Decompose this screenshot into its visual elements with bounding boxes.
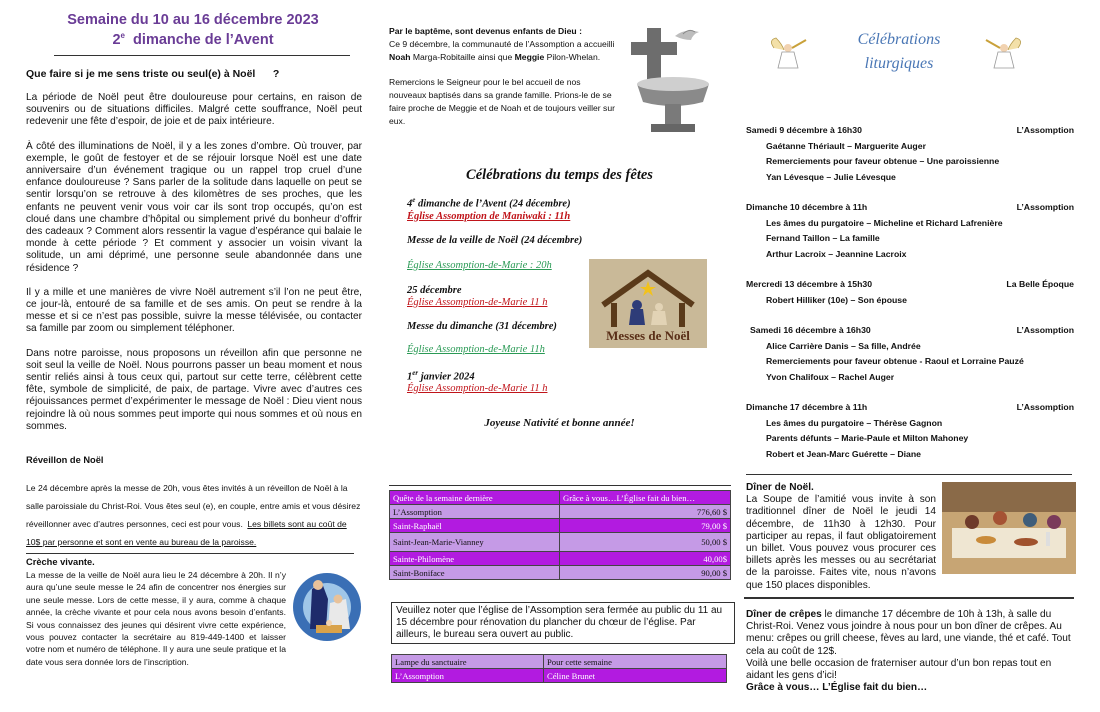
quete-amount: 776,60 $ bbox=[560, 505, 731, 519]
article-paragraph: À côté des illuminations de Noël, il y a les zones d’ombre. Où trouver, par exemple, le goût de festoyer et de se réjouir lorsque Noël est une date anniversaire d’un événement tragique ou un rappel trop cruel d’une enfance douloureuse ? Sans parler de la solitude dans laquelle on peut se sentir lorsqu’on se retrouve à des kilomètres de ses proches, que les enfants ne peuvent venir vous voir car ils sont trop occupés, qu’on est cloué dans une chambre d’hôpital ou simplement privé du bonheur d’offrir des cadeaux ? Comment alors ressentir la vague d’espérance qui balaie le monde à cette période ? Et comment y associer un voisin vivant la solitude, un ami déprimé, une personne seule abandonnée dans une résidence ? bbox=[26, 140, 362, 274]
bapteme-text: Ce 9 décembre, la communauté de l’Assomption a accueilli Noah Marga-Robitaille ainsi que Meggie Pilon-Whelan. bbox=[389, 39, 615, 62]
table-row bbox=[390, 552, 731, 566]
lampe-header: Pour cette semaine bbox=[544, 655, 727, 669]
bapteme-prayer: Remercions le Seigneur pour le bel accueil de nos nouveaux baptisés dans sa grande famille. Prions-le de se faire proche de Meggie et de Noah et de toujours veiller sur eux. bbox=[389, 77, 615, 126]
intention: Yvon Chalifoux – Rachel Auger bbox=[766, 371, 895, 382]
table-row bbox=[390, 533, 731, 552]
angel-icon bbox=[982, 34, 1026, 74]
lampe-header-row bbox=[392, 655, 727, 669]
intention: Les âmes du purgatoire – Micheline et Richard Lafrenière bbox=[766, 217, 1003, 228]
liturgie-block bbox=[746, 200, 1074, 262]
divider bbox=[389, 485, 731, 486]
divider bbox=[26, 553, 354, 554]
christmas-dinner-image bbox=[942, 482, 1076, 574]
liturgie-date-row: Samedi 16 décembre à 16h30 L’Assomption bbox=[750, 325, 1074, 335]
liturgie-date-row: Samedi 9 décembre à 16h30 L’Assomption bbox=[746, 125, 1074, 135]
fetes-event-place: Église Assomption-de-Marie : 20h bbox=[407, 259, 552, 271]
divider bbox=[746, 474, 1072, 475]
quete-amount: 40,00$ bbox=[560, 552, 731, 566]
bapteme-section bbox=[389, 25, 619, 128]
article-paragraph: Il y a mille et une manières de vivre Noël autrement s’il l’on ne peut être, ce jour-là, entouré de sa famille et de ses amis. On peut se rendre à la messe et si ce n’est pas possible, suivre la messe télévisée, ou contacter sa famille par zoom ou simplement téléphoner. bbox=[26, 286, 362, 335]
nativity-image bbox=[292, 569, 362, 647]
liturgie-block bbox=[746, 323, 1074, 385]
intention: Robert Hilliker (10e) – Son épouse bbox=[766, 294, 907, 305]
quete-amount: 90,00 $ bbox=[560, 566, 731, 580]
divider bbox=[54, 55, 350, 56]
liturgie-title: Célébrations liturgiques bbox=[857, 31, 941, 72]
article-paragraph: La période de Noël peut être douloureuse pour certains, en raison de souvenirs ou de situations difficiles. Malgré cette souffrance, Noël peut redevenir une fête d’espoir, de joie et de paix intérieure. bbox=[26, 92, 362, 128]
fetes-event-title: 4e dimanche de l’Avent (24 décembre) bbox=[407, 196, 571, 210]
diner-text: La Soupe de l’amitié vous invite à son traditionnel dîner de Noël le jeudi 14 décembre, de 11h30 à 12h30. Pour participer au repas, il faut obligatoirement un billet. Vous pouvez vous procurer ces billets après les messes ou au secrétariat de la paroisse. Faites vite, nous n’avons que 150 places disponibles. bbox=[746, 494, 936, 591]
crepes-text: Dîner de crêpes le dimanche 17 décembre de 10h à 13h, à salle du Christ-Roi. Venez vous joindre à nous pour un bon dîner de crêpes. Au menu: crêpes ou grill cheese, fèves au lard, une viande, thé et café. Tout cela au coût de 12$. bbox=[746, 609, 1071, 657]
creche-text: La messe de la veille de Noël aura lieu le 24 décembre à 20h. Il n’y aura qu’une seule messe le 24 afin de concentrer nos énergies sur une seule messe. Lors de cette messe, il y aura, comme à chaque année, la crèche vivante et pour cela nous avons besoin d’enfants. Si vous connaissez des jeunes qui désirent vivre cette expérience, vous pouvez contacter la secrétaire au 819-449-1400 et laisser votre nom et numéro de téléphone. Il y aura une seule pratique et la date vous sera donnée lors de l’inscription. bbox=[26, 570, 286, 667]
fetes-event-place: Église Assomption-de-Marie 11 h bbox=[407, 296, 548, 308]
fetes-event-title: 1er janvier 2024 bbox=[407, 368, 475, 382]
intention: Les âmes du purgatoire – Thérèse Gagnon bbox=[766, 417, 943, 428]
quete-name: L’Assomption bbox=[390, 505, 560, 519]
fetes-title: Célébrations du temps des fêtes bbox=[466, 167, 653, 183]
table-row bbox=[392, 669, 727, 683]
creche-block bbox=[26, 569, 362, 668]
liturgie-schedule bbox=[746, 123, 1074, 462]
divider bbox=[744, 597, 1074, 599]
fetes-event-place: Église Assomption-de-Marie 11h bbox=[407, 343, 545, 355]
table-row bbox=[390, 519, 731, 533]
crepes-section bbox=[746, 609, 1076, 694]
intention: Parents défunts – Marie-Paule et Milton Mahoney bbox=[766, 433, 969, 443]
table-row bbox=[390, 566, 731, 580]
liturgie-block bbox=[746, 123, 1074, 185]
liturgie-date-row: Dimanche 17 décembre à 11h L’Assomption bbox=[746, 402, 1074, 412]
crepes-text2: Voilà une belle occasion de fraterniser autour d’un bon repas tout en aidant les gens d’ici! bbox=[746, 657, 1052, 682]
quete-name: Sainte-Philomène bbox=[390, 552, 560, 566]
bulletin-header bbox=[22, 12, 364, 48]
bulletin-week: Semaine du 10 au 16 décembre 2023 bbox=[67, 12, 319, 28]
quete-name: Saint-Boniface bbox=[390, 566, 560, 580]
quete-header: Grâce à vous…L’Église fait du bien… bbox=[560, 491, 731, 505]
lampe-place: L’Assomption bbox=[392, 669, 544, 683]
intention: Robert et Jean-Marc Guérette – Diane bbox=[766, 448, 921, 459]
fetes-event-title: 25 décembre bbox=[407, 284, 462, 296]
quete-header: Quête de la semaine dernière bbox=[390, 491, 560, 505]
lampe-person: Céline Brunet bbox=[544, 669, 727, 683]
table-row bbox=[390, 505, 731, 519]
liturgie-block bbox=[746, 277, 1074, 308]
messes-noel-caption: Messes de Noël bbox=[606, 328, 690, 343]
fetes-event-title: Messe de la veille de Noël (24 décembre) bbox=[407, 234, 583, 246]
fermeture-notice: Veuillez noter que l’église de l’Assomption sera fermée au public du 11 au 15 décembre pour rénovation du plancher du chœur de l’église. Par ailleurs, le bureau sera ouvert au public. bbox=[391, 602, 735, 644]
liturgie-date-row: Dimanche 10 décembre à 11h L’Assomption bbox=[746, 202, 1074, 212]
intention: Fernand Taillon – La famille bbox=[766, 233, 880, 243]
quete-amount: 79,00 $ bbox=[560, 519, 731, 533]
bapteme-title: Par le baptême, sont devenus enfants de Dieu : bbox=[389, 26, 582, 36]
quete-header-row bbox=[390, 491, 731, 505]
intention: Remerciements pour faveur obtenue - Raoul et Lorraine Pauzé bbox=[766, 356, 1024, 366]
intention: Gaétanne Thériault – Marguerite Auger bbox=[766, 140, 926, 151]
messes-noel-image bbox=[589, 259, 707, 348]
bulletin-sunday: 2e dimanche de l’Avent bbox=[112, 31, 274, 48]
article-body bbox=[26, 92, 362, 433]
diner-noel-section bbox=[746, 482, 1076, 592]
liturgie-date-row: Mercredi 13 décembre à 15h30 La Belle Époque bbox=[746, 279, 1074, 289]
article-paragraph: Dans notre paroisse, nous proposons un réveillon afin que personne ne soit seul la veille de Noël. Nous pourrons passer un beau moment et nous sentir reliés ainsi à tous ceux qui, partout sur cette terre, célèbrent cette fête, symbole de simplicité, de paix, de partage. Vivre avec d’autres ces réjouissances permet d’expérimenter le message de Noël : Dieu vient nous rejoindre là où nous sommes peut importe qui nous sommes et où nous en sommes. bbox=[26, 347, 362, 432]
baptismal-font-image bbox=[627, 24, 719, 142]
lampe-header: Lampe du sanctuaire bbox=[392, 655, 544, 669]
intention: Remerciements pour faveur obtenue – Une paroissienne bbox=[766, 156, 1000, 166]
reveillon-text: Le 24 décembre après la messe de 20h, vous êtes invités à un réveillon de Noël à la salle paroissiale du Christ-Roi. Vous êtes seul (e), en couple, entre amis et vous désirez réveillonner avec d’autres personnes, ceci est pour vous. Les billets sont au coût de 10$ par personne et sont en vente au bureau de la paroisse. bbox=[26, 483, 361, 547]
quete-name: Saint-Jean-Marie-Vianney bbox=[390, 533, 560, 552]
quete-amount: 50,00 $ bbox=[560, 533, 731, 552]
article-title: Que faire si je me sens triste ou seul(e) à Noël ? bbox=[26, 68, 280, 80]
intention: Arthur Lacroix – Jeannine Lacroix bbox=[766, 248, 907, 259]
intention: Yan Lévesque – Julie Lévesque bbox=[766, 171, 896, 182]
lampe-table bbox=[391, 654, 727, 683]
angel-icon bbox=[766, 34, 810, 74]
fetes-closing: Joyeuse Nativité et bonne année! bbox=[484, 417, 635, 429]
liturgie-block bbox=[746, 400, 1074, 462]
diner-title: Dîner de Noël. bbox=[746, 482, 814, 493]
crepes-closing: Grâce à vous… L’Église fait du bien… bbox=[746, 682, 928, 694]
fetes-event-place: Église Assomption de Maniwaki : 11h bbox=[407, 210, 571, 222]
fetes-event-title: Messe du dimanche (31 décembre) bbox=[407, 320, 557, 332]
quete-name: Saint-Raphaël bbox=[390, 519, 560, 533]
intention: Alice Carrière Danis – Sa fille, Andrée bbox=[766, 340, 921, 351]
fetes-event-place: Église Assomption-de-Marie 11 h bbox=[407, 383, 548, 394]
reveillon-title: Réveillon de Noël bbox=[26, 455, 104, 465]
creche-title: Crèche vivante. bbox=[26, 557, 95, 567]
quete-table bbox=[389, 490, 731, 580]
